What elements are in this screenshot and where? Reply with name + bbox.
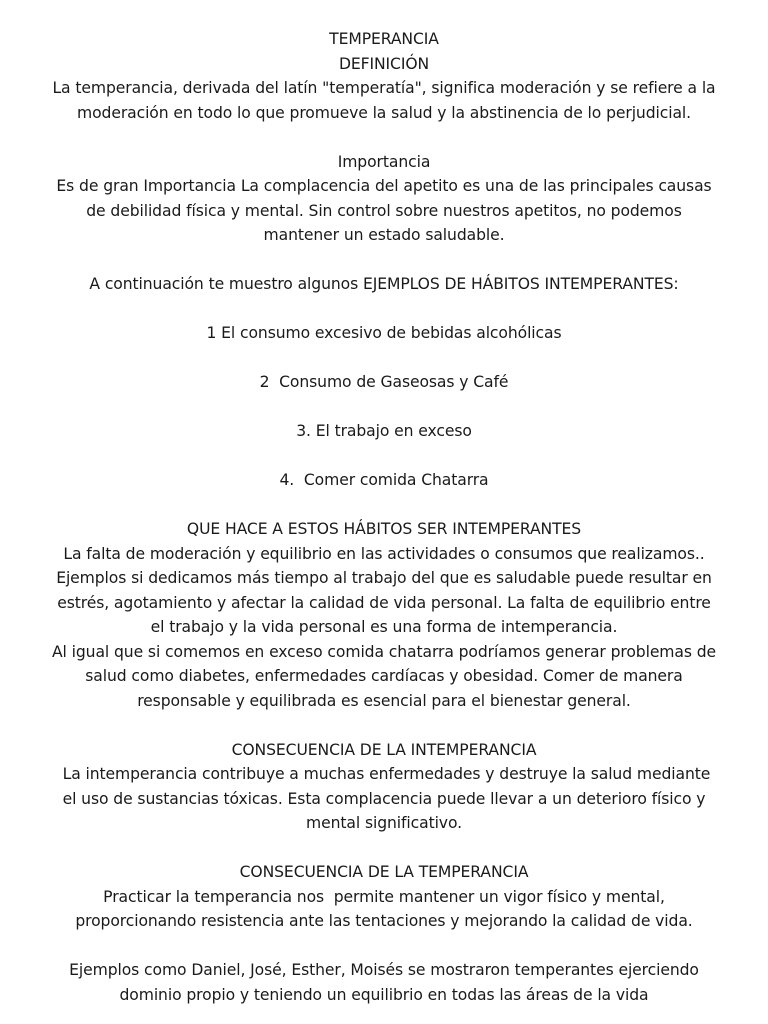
closing-text-line: Ejemplos como Daniel, José, Esther, Moisés se mostraron temperantes ejerciendo	[69, 961, 699, 979]
consequence-intemperance-heading: CONSECUENCIA DE LA INTEMPERANCIA	[231, 740, 537, 759]
spacer	[4, 713, 764, 738]
definition-heading: DEFINICIÓN	[338, 54, 430, 73]
importance-heading: Importancia	[337, 152, 431, 171]
consequence-intemperance-text-line: La intemperancia contribuye a muchas enfermedades y destruye la salud mediante	[57, 765, 711, 783]
spacer	[4, 493, 764, 518]
definition-text-line: moderación en todo lo que promueve la salud y la abstinencia de lo perjudicial.	[77, 103, 691, 122]
spacer	[4, 836, 764, 861]
consequence-temperance-text-line: proporcionando resistencia ante las tentaciones y mejorando la calidad de vida.	[75, 912, 693, 930]
why-intemperate-text-line: responsable y equilibrada es esencial para el bienestar general.	[137, 691, 631, 710]
closing-text-line: dominio propio y teniendo un equilibrio en todas las áreas de la vida	[119, 985, 649, 1004]
spacer	[4, 444, 764, 469]
spacer	[4, 248, 764, 273]
examples-intro: A continuación te muestro algunos EJEMPLOS DE HÁBITOS INTEMPERANTES:	[89, 275, 679, 293]
why-intemperate-text-line: el trabajo y la vida personal es una forma de intemperancia.	[150, 618, 618, 636]
spacer	[4, 297, 764, 322]
consequence-temperance-text-line: Practicar la temperancia nos permite mantener un vigor físico y mental,	[103, 887, 665, 906]
importance-text-line: de debilidad física y mental. Sin control sobre nuestros apetitos, no podemos	[86, 201, 682, 220]
consequence-intemperance-text-line: el uso de sustancias tóxicas. Esta complacencia puede llevar a un deterioro físico y	[62, 789, 706, 808]
example-item: 3. El trabajo en exceso	[296, 422, 472, 440]
example-item: 1 El consumo excesivo de bebidas alcohólicas	[206, 324, 562, 342]
why-intemperate-text-line: Ejemplos si dedicamos más tiempo al trabajo del que es saludable puede resultar en	[56, 569, 712, 587]
consequence-temperance-heading: CONSECUENCIA DE LA TEMPERANCIA	[239, 863, 529, 881]
spacer	[4, 395, 764, 420]
why-intemperate-text-line: estrés, agotamiento y afectar la calidad de vida personal. La falta de equilibrio entre	[57, 593, 711, 612]
why-intemperate-text-line: La falta de moderación y equilibrio en las actividades o consumos que realizamos..	[63, 544, 705, 563]
why-intemperate-text-line: salud como diabetes, enfermedades cardíacas y obesidad. Comer de manera	[85, 667, 683, 685]
why-intemperate-text-line: Al igual que si comemos en exceso comida chatarra podríamos generar problemas de	[51, 642, 717, 661]
consequence-intemperance-text-line: mental significativo.	[306, 814, 462, 832]
example-item: 2 Consumo de Gaseosas y Café	[259, 373, 509, 391]
definition-text-line: La temperancia, derivada del latín "temperatía", significa moderación y se refiere a la	[52, 79, 716, 97]
example-item: 4. Comer comida Chatarra	[279, 471, 489, 489]
why-intemperate-heading: QUE HACE A ESTOS HÁBITOS SER INTEMPERANTES	[186, 520, 582, 538]
spacer	[4, 125, 764, 150]
document-title: TEMPERANCIA	[329, 30, 439, 48]
importance-text-line: mantener un estado saludable.	[263, 226, 505, 244]
spacer	[4, 346, 764, 371]
spacer	[4, 934, 764, 959]
importance-text-line: Es de gran Importancia La complacencia del apetito es una de las principales causas	[56, 177, 712, 195]
